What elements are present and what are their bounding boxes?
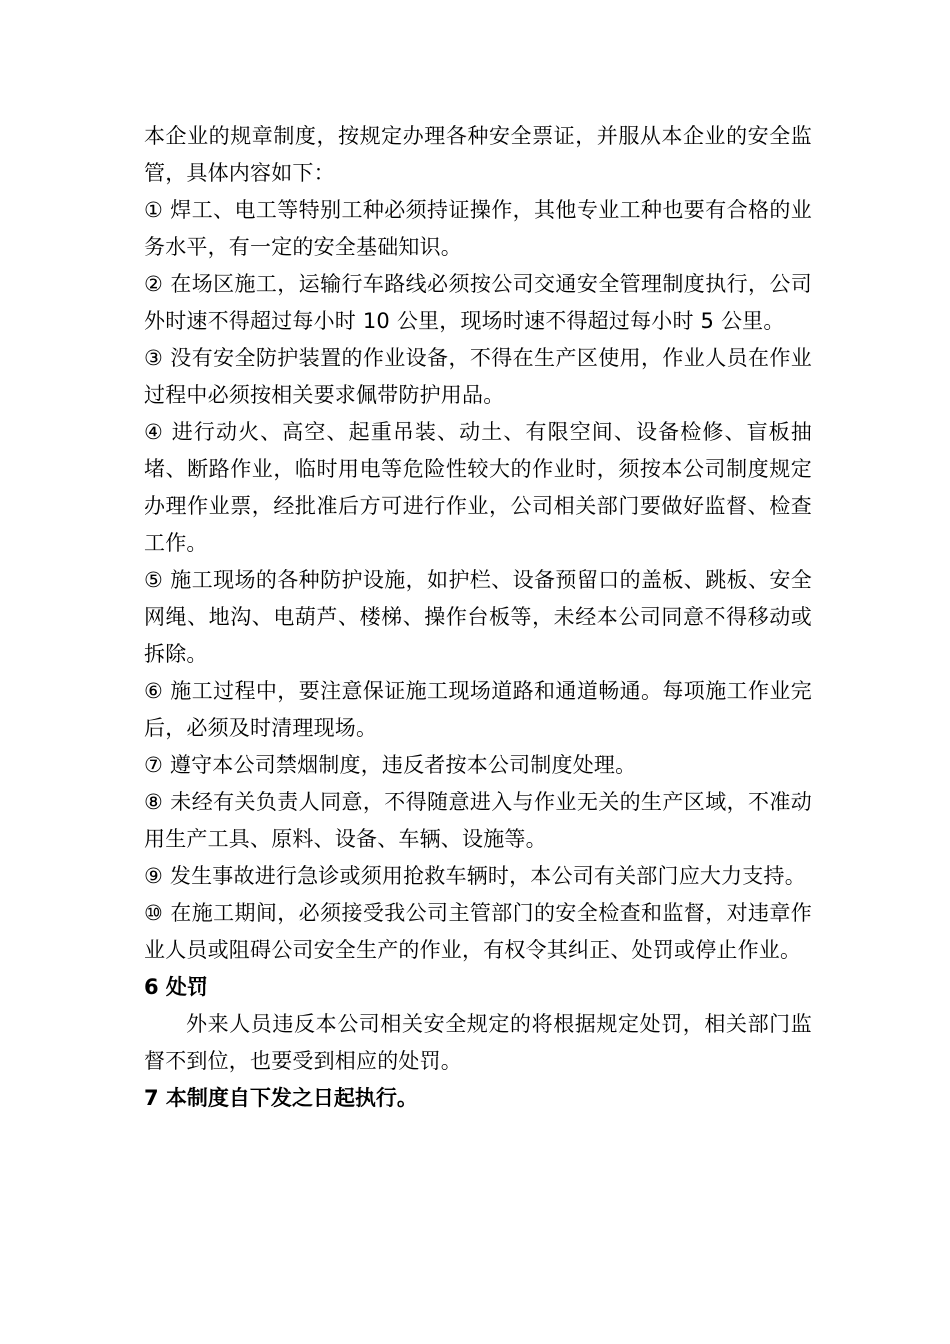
list-item-8: ⑧ 未经有关负责人同意，不得随意进入与作业无关的生产区域，不准动用生产工具、原料、设备、车辆、设施等。 [144,790,812,851]
list-item-2: ② 在场区施工，运输行车路线必须按公司交通安全管理制度执行，公司外时速不得超过每小时 10 公里，现场时速不得超过每小时 5 公里。 [144,272,812,333]
section-6-body: 外来人员违反本公司相关安全规定的将根据规定处罚，相关部门监督不到位，也要受到相应的处罚。 [144,1012,812,1073]
section-6-heading: 6 处罚 [144,975,208,999]
list-item-7: ⑦ 遵守本公司禁烟制度，违反者按本公司制度处理。 [144,753,637,777]
list-item-4: ④ 进行动火、高空、起重吊装、动土、有限空间、设备检修、盲板抽堵、断路作业，临时用电等危险性较大的作业时，须按本公司制度规定办理作业票，经批准后方可进行作业，公司相关部门要做好监督、检查工作。 [144,420,812,555]
list-item-3: ③ 没有安全防护装置的作业设备，不得在生产区使用，作业人员在作业过程中必须按相关要求佩带防护用品。 [144,346,812,407]
list-item-5: ⑤ 施工现场的各种防护设施，如护栏、设备预留口的盖板、跳板、安全网绳、地沟、电葫芦、楼梯、操作台板等，未经本公司同意不得移动或拆除。 [144,568,812,666]
section-7-heading: 7 本制度自下发之日起执行。 [144,1086,418,1110]
document-page [144,118,812,1117]
list-item-9: ⑨ 发生事故进行急诊或须用抢救车辆时，本公司有关部门应大力支持。 [144,864,806,888]
list-item-1: ① 焊工、电工等特别工种必须持证操作，其他专业工种也要有合格的业务水平，有一定的安全基础知识。 [144,198,812,259]
list-item-6: ⑥ 施工过程中，要注意保证施工现场道路和通道畅通。每项施工作业完后，必须及时清理现场。 [144,679,812,740]
list-item-10: ⑩ 在施工期间，必须接受我公司主管部门的安全检查和监督，对违章作业人员或阻碍公司安全生产的作业，有权令其纠正、处罚或停止作业。 [144,901,812,962]
intro-paragraph: 本企业的规章制度，按规定办理各种安全票证，并服从本企业的安全监管，具体内容如下： [144,124,812,185]
